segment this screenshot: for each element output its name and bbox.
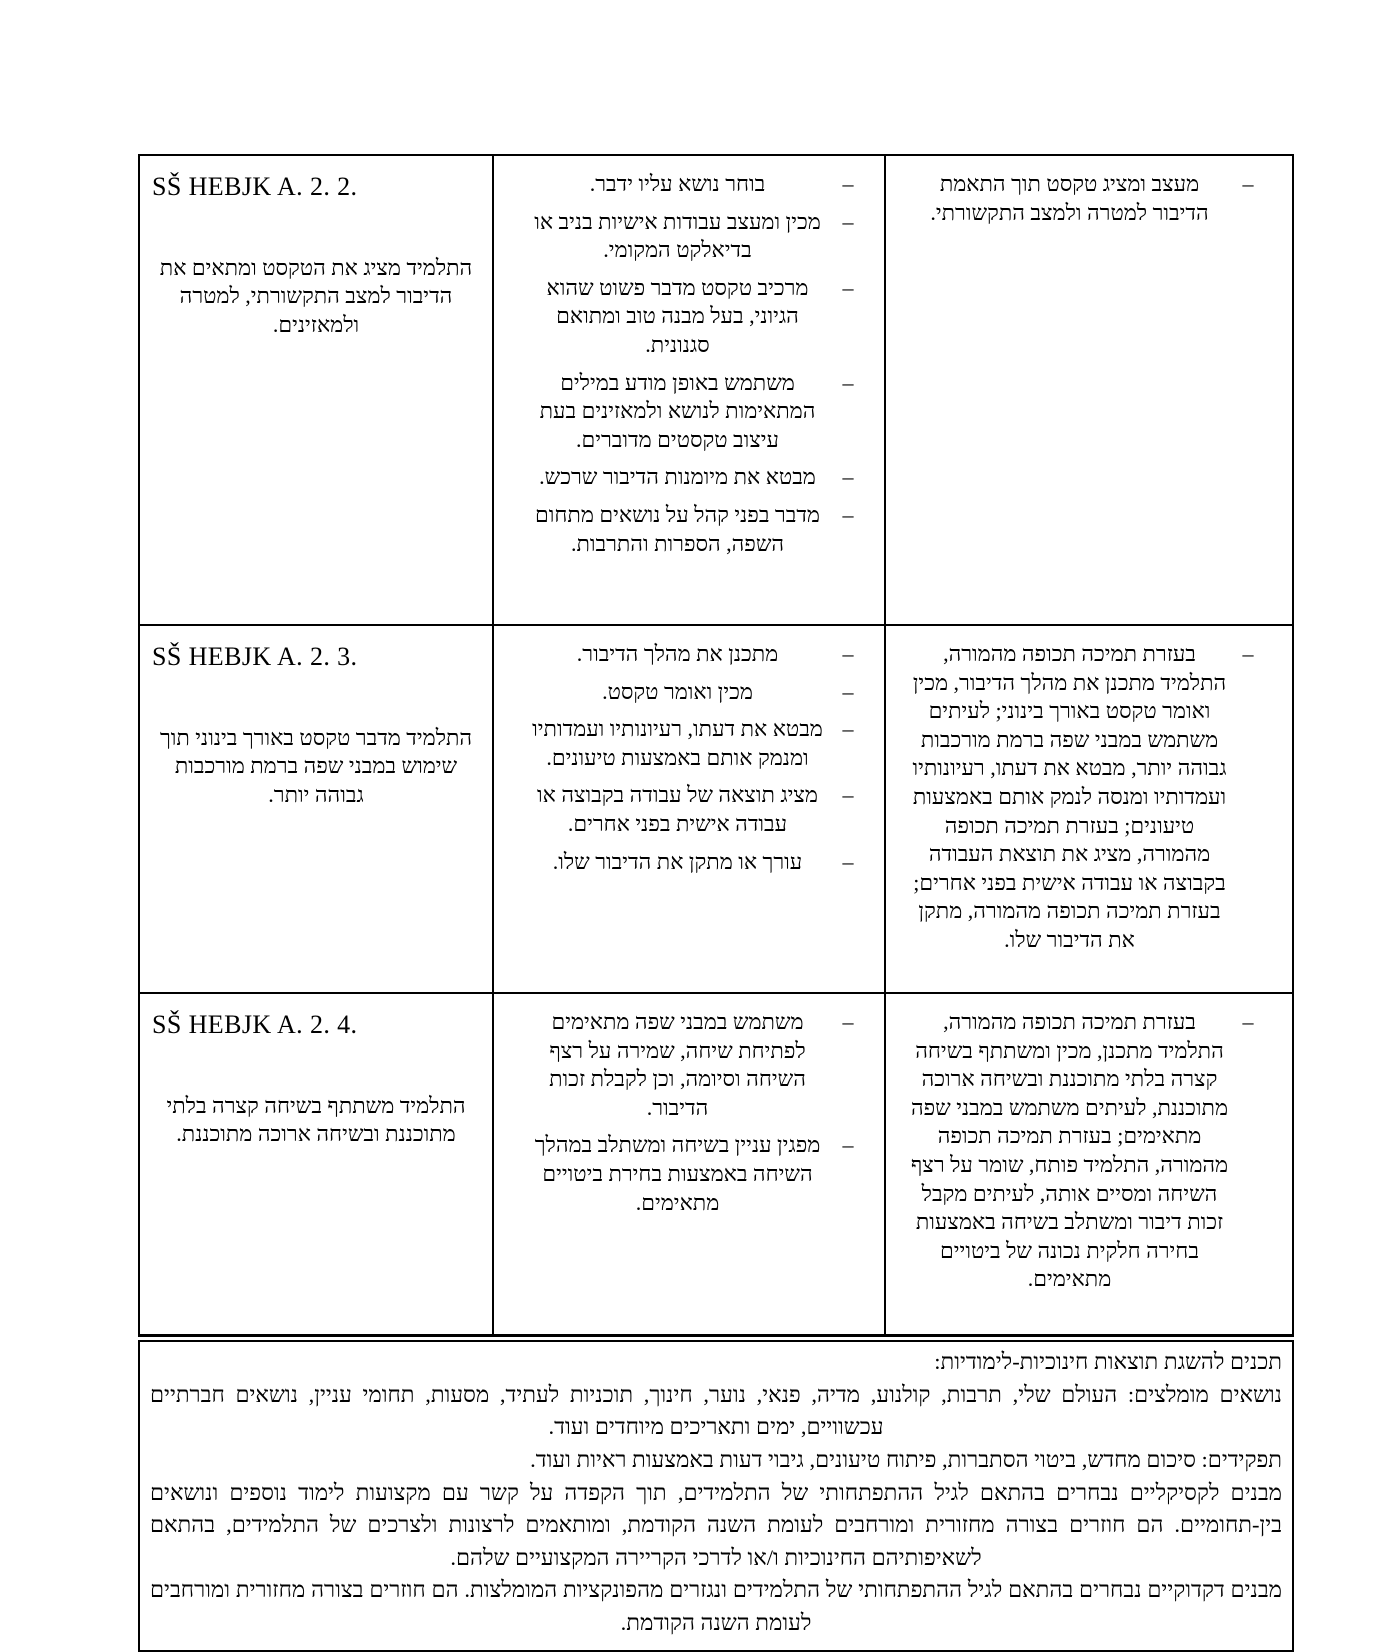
elaboration-text: מרכיב טקסט מדבר פשוט שהוא הגיוני, בעל מבנה טוב ומתואם סגנונית.	[546, 274, 809, 357]
functions-paragraph: תפקידים: סיכום מחדש, ביטוי הסתברות, פיתוח טיעונים, גיבוי דעות באמצעות ראיות ועוד.	[530, 1446, 1282, 1472]
dash-bullet-icon: –	[842, 678, 854, 704]
contents-note-block	[138, 1340, 1294, 1652]
elaborations-cell	[492, 994, 884, 1334]
list-item	[526, 678, 858, 707]
list-item	[910, 170, 1258, 227]
curriculum-outcomes-table	[138, 154, 1294, 1337]
achievement-level-list	[898, 1006, 1280, 1294]
table-row	[140, 992, 1292, 1334]
dash-bullet-icon: –	[842, 464, 854, 490]
recommended-topics-paragraph: נושאים מומלצים: העולם שלי, תרבות, קולנוע, מדיה, פנאי, נוער, חינוך, תוכניות לעתיד, מסעות, תחומי עניין, נושאים חברתיים עכשוויים, ימים ותאריכים מיוחדים ועוד.	[150, 1381, 1282, 1440]
grammatical-structures-paragraph: מבנים דקדוקיים נבחרים בהתאם לגיל ההתפתחותי של התלמידים ונגזרים מהפונקציות המומלצות. הם חוזרים בצורה מחזורית ומורחבים לעומת השנה הקודמת.	[150, 1577, 1282, 1635]
contents-heading: תכנים להשגת תוצאות חינוכיות-לימודיות:	[934, 1349, 1282, 1374]
achievement-level-cell	[884, 626, 1292, 992]
outcome-description: התלמיד מציג את הטקסט ומתאים את הדיבור למצב התקשורתי, למטרה ולמאזינים.	[159, 254, 473, 337]
list-item	[910, 1008, 1258, 1294]
elaborations-list	[506, 1006, 872, 1217]
elaboration-text: מבטא את דעתו, רעיונותיו ועמדותיו ומנמק אותם באמצעות טיעונים.	[532, 716, 823, 770]
achievement-level-cell	[884, 156, 1292, 624]
outcome-description: התלמיד מדבר טקסט באורך בינוני תוך שימוש במבני שפה ברמת מורכבות גבוהה יותר.	[159, 724, 473, 807]
dash-bullet-icon: –	[842, 171, 854, 196]
table-row	[140, 156, 1292, 624]
outcome-code-cell	[140, 626, 492, 992]
list-item	[526, 501, 858, 558]
elaboration-text: מציג תוצאה של עבודה בקבוצה או עבודה אישית בפני אחרים.	[537, 782, 818, 836]
list-item	[910, 640, 1258, 955]
achievement-level-text: בעזרת תמיכה תכופה מהמורה, התלמיד מתכנן, מכין ומשתתף בשיחה קצרה בלתי מתוכננת ובשיחה ארוכה מתוכננת, לעיתים משתמש במבני שפה מתאימים; בעזרת תמיכה תכופה מהמורה, התלמיד פותח, שומר על רצף השיחה ומסיים אותה, לעיתים מקבל זכות דיבור ומשתלב בשיחה באמצעות בחירה חלקית נכונה של ביטויים מתאימים.	[910, 1009, 1229, 1292]
elaboration-text: משתמש במבני שפה מתאימים לפתיחת שיחה, שמירה על רצף השיחה וסיומה, וכן לקבלת זכות הדיבור.	[549, 1009, 806, 1120]
achievement-level-text: בעזרת תמיכה תכופה מהמורה, התלמיד מתכנן את מהלך הדיבור, מכין ואומר טקסט באורך בינוני; לעיתים משתמש במבני שפה ברמת מורכבות גבוהה יותר, מבטא את דעתו, רעיונותיו ועמדותיו ומנסה לנמק אותם באמצעות טיעונים; בעזרת תמיכה תכופה מהמורה, מציג את תוצאת העבודה בקבוצה או עבודה אישית בפני אחרים; בעזרת תמיכה תכופה מהמורה, מתקן את הדיבור שלו.	[912, 641, 1227, 952]
document-body	[138, 154, 1294, 1652]
dash-bullet-icon: –	[1242, 641, 1254, 666]
dash-bullet-icon: –	[842, 501, 854, 527]
dash-bullet-icon: –	[842, 848, 854, 874]
list-item	[526, 848, 858, 877]
list-item	[526, 463, 858, 492]
elaboration-text: מתכנן את מהלך הדיבור.	[576, 641, 779, 666]
elaboration-text: מפגין עניין בשיחה ומשתלב במהלך השיחה באמצעות בחירת ביטויים מתאימים.	[534, 1132, 821, 1215]
elaboration-text: מדבר בפני קהל על נושאים מתחום השפה, הספרות והתרבות.	[535, 501, 820, 556]
dash-bullet-icon: –	[1242, 1009, 1254, 1034]
list-item	[526, 1131, 858, 1217]
list-item	[526, 640, 858, 669]
achievement-level-text: מעצב ומציג טקסט תוך התאמת הדיבור למטרה ולמצב התקשורתי.	[930, 171, 1209, 225]
dash-bullet-icon: –	[842, 716, 854, 742]
list-item	[526, 715, 858, 772]
dash-bullet-icon: –	[842, 782, 854, 808]
dash-bullet-icon: –	[842, 641, 854, 666]
outcome-code: SŠ HEBJK A. 2. 3.	[152, 642, 358, 671]
outcome-code: SŠ HEBJK A. 2. 4.	[152, 1010, 358, 1039]
elaboration-text: מבטא את מיומנות הדיבור שרכש.	[539, 464, 816, 490]
achievement-level-cell	[884, 994, 1292, 1334]
list-item	[526, 1008, 858, 1122]
dash-bullet-icon: –	[842, 1009, 854, 1034]
elaboration-text: מכין ואומר טקסט.	[602, 678, 753, 704]
outcome-code-cell	[140, 156, 492, 624]
elaboration-text: עורך או מתקן את הדיבור שלו.	[552, 848, 803, 874]
elaborations-cell	[492, 626, 884, 992]
achievement-level-list	[898, 168, 1280, 227]
dash-bullet-icon: –	[842, 208, 854, 234]
outcome-code: SŠ HEBJK A. 2. 2.	[152, 172, 358, 201]
table-row	[140, 624, 1292, 992]
elaborations-list	[506, 638, 872, 876]
dash-bullet-icon: –	[1242, 171, 1254, 196]
dash-bullet-icon: –	[842, 369, 854, 395]
list-item	[526, 369, 858, 455]
list-item	[526, 170, 858, 199]
elaboration-text: בוחר נושא עליו ידבר.	[589, 171, 766, 196]
elaborations-cell	[492, 156, 884, 624]
outcome-code-cell	[140, 994, 492, 1334]
elaboration-text: משתמש באופן מודע במילים המתאימות לנושא ולמאזינים בעת עיצוב טקסטים מדוברים.	[539, 369, 816, 452]
elaboration-text: מכין ומעצב עבודות אישיות בניב או בדיאלקט המקומי.	[534, 208, 821, 263]
elaborations-list	[506, 168, 872, 558]
dash-bullet-icon: –	[842, 274, 854, 300]
outcome-description: התלמיד משתתף בשיחה קצרה בלתי מתוכננת ובשיחה ארוכה מתוכננת.	[166, 1092, 466, 1147]
list-item	[526, 274, 858, 360]
achievement-level-list	[898, 638, 1280, 955]
lexical-structures-paragraph: מבנים לקסיקליים נבחרים בהתאם לגיל ההתפתחותי של התלמידים, תוך הקפדה על קשר עם מקצועות לימוד נוספים ונושאים בין-תחומיים. הם חוזרים בצורה מחזורית ומורחבים לעומת השנה הקודמת, ומותאמים לרצונות ולצרכים של התלמידים, בהתאם לשאיפותיהם החינוכיות ו/או לדרכי הקריירה המקצועיים שלהם.	[150, 1479, 1282, 1570]
dash-bullet-icon: –	[842, 1132, 854, 1158]
list-item	[526, 781, 858, 838]
list-item	[526, 208, 858, 265]
